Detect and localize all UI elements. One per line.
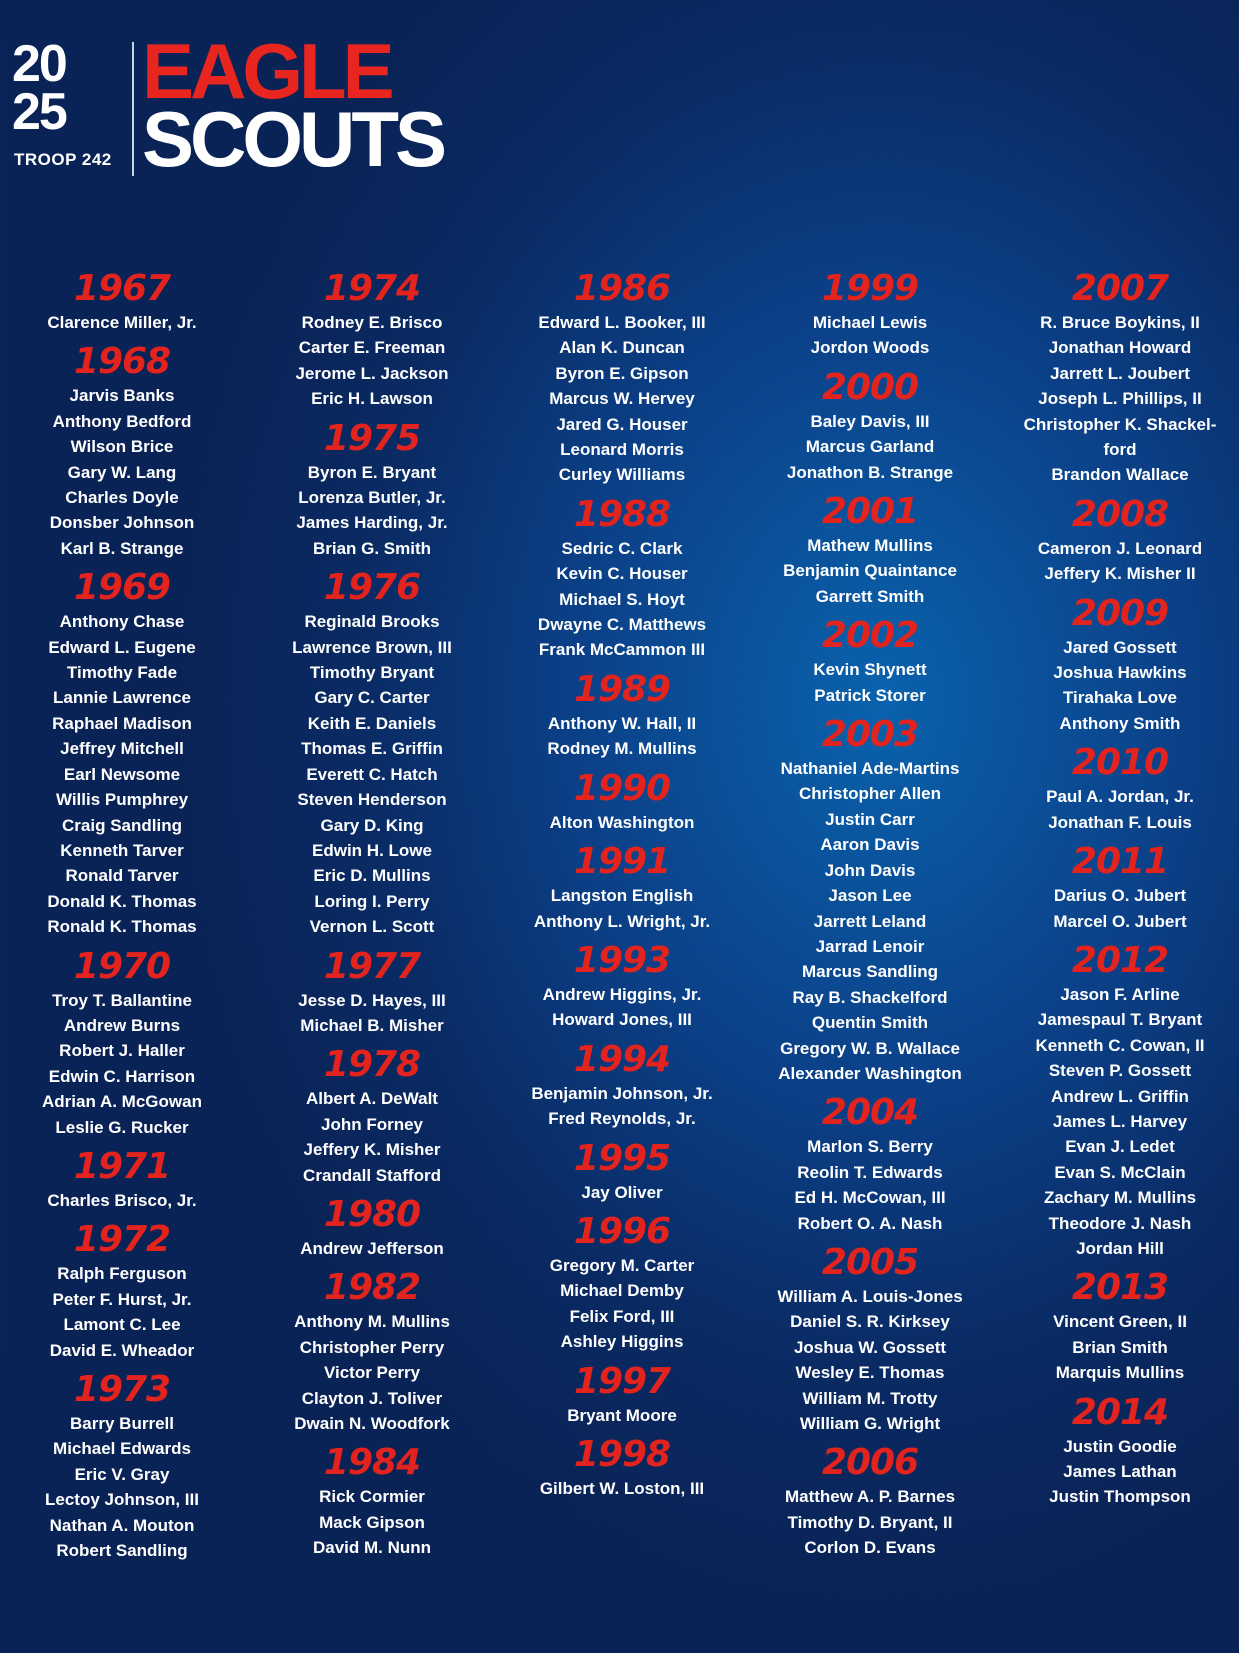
year-bottom: 25 — [12, 83, 66, 141]
scout-name: Jonathon B. Strange — [786, 462, 954, 482]
scout-name: Eric D. Mullins — [313, 866, 431, 886]
year-heading: 1998 — [573, 1433, 671, 1475]
scout-name: Andrew Higgins, Jr. — [542, 984, 702, 1004]
scout-name: David E. Wheador — [49, 1340, 195, 1360]
scout-name: Andrew Burns — [63, 1015, 181, 1035]
year-group — [252, 946, 492, 1039]
scout-name: Mathew Mullins — [807, 536, 933, 556]
scout-name: William A. Louis-Jones — [777, 1286, 963, 1306]
year-heading: 2004 — [821, 1092, 919, 1134]
year-heading: 2009 — [1071, 592, 1169, 634]
scout-name: Troy T. Ballantine — [52, 990, 192, 1010]
scout-name: Barry Burrell — [70, 1414, 174, 1433]
scout-name: Anthony W. Hall, II — [547, 713, 697, 733]
scout-name: William G. Wright — [799, 1414, 941, 1433]
scout-name: Clayton J. Toliver — [301, 1388, 443, 1408]
year-heading: 1980 — [323, 1193, 421, 1235]
year-heading: 1984 — [323, 1442, 421, 1484]
scout-name: Kenneth Tarver — [60, 840, 184, 860]
year-group — [2, 567, 242, 939]
year-heading: 1996 — [573, 1210, 671, 1252]
scout-name: James L. Harvey — [1052, 1111, 1188, 1131]
scout-name: Robert Sandling — [56, 1541, 188, 1561]
year-group — [1000, 742, 1239, 835]
scout-name: Marcus Sandling — [801, 962, 939, 982]
scout-name: Rick Cormier — [319, 1487, 425, 1507]
scout-name: Jason F. Arline — [1060, 984, 1180, 1004]
year-heading: 1977 — [323, 945, 421, 987]
scout-name: Gary W. Lang — [67, 462, 177, 482]
scout-name: Matthew A. P. Barnes — [784, 1487, 956, 1507]
scout-name: Loring I. Perry — [314, 891, 430, 911]
scout-name: Thomas E. Griffin — [301, 739, 443, 759]
scout-name: Rodney M. Mullins — [547, 739, 697, 759]
scout-name: Marlon S. Berry — [807, 1137, 933, 1157]
year-heading: 2001 — [821, 491, 919, 533]
scout-name: Evan S. McClain — [1054, 1162, 1186, 1182]
scout-name: Jeffrey Mitchell — [60, 739, 184, 759]
scout-name: Gregory M. Carter — [549, 1255, 695, 1275]
scout-name: Edwin H. Lowe — [312, 840, 432, 860]
year-heading: 2005 — [821, 1241, 919, 1283]
scout-name: R. Bruce Boykins, II — [1040, 313, 1200, 332]
scout-name: Theodore J. Nash — [1048, 1213, 1192, 1233]
scout-name: Marcel O. Jubert — [1053, 911, 1187, 931]
scout-name: Willis Pumphrey — [55, 790, 189, 810]
roster-column — [2, 268, 242, 1563]
scout-name: Peter F. Hurst, Jr. — [52, 1289, 192, 1309]
scout-name: Benjamin Quaintance — [783, 561, 957, 581]
year-group — [750, 1442, 990, 1560]
scout-name: Quentin Smith — [811, 1013, 929, 1033]
scout-name: Langston English — [550, 886, 694, 906]
year-group — [2, 1146, 242, 1213]
year-heading: 1986 — [573, 268, 671, 309]
year-group — [750, 491, 990, 609]
scout-name: Jonathan Howard — [1048, 338, 1192, 358]
year-heading: 1970 — [73, 945, 171, 987]
scout-name: Jeffery K. Misher — [303, 1140, 441, 1160]
year-heading: 1972 — [73, 1219, 171, 1261]
scout-name: Evan J. Ledet — [1065, 1137, 1175, 1157]
year-heading: 1995 — [573, 1137, 671, 1179]
scout-name: Donald K. Thomas — [47, 891, 197, 911]
scout-name: Edwin C. Harrison — [48, 1066, 196, 1086]
year-heading: 1991 — [573, 841, 671, 883]
year-group — [502, 1434, 742, 1501]
scout-name: Joshua W. Gossett — [793, 1337, 947, 1357]
scout-name: Brian Smith — [1072, 1337, 1168, 1357]
year-heading: 2013 — [1071, 1267, 1169, 1309]
scout-name: Eric V. Gray — [74, 1464, 170, 1484]
scout-name: Corlon D. Evans — [804, 1538, 936, 1558]
scout-name: Edward L. Booker, III — [538, 313, 706, 332]
scout-name: Brian G. Smith — [312, 538, 432, 558]
scout-name: Ed H. McCowan, III — [794, 1188, 946, 1208]
scout-name: Rodney E. Brisco — [301, 313, 443, 332]
scout-name: Karl B. Strange — [60, 538, 184, 558]
scout-name: Gary D. King — [320, 815, 424, 835]
scout-name: Reolin T. Edwards — [797, 1162, 943, 1182]
year-group — [252, 268, 492, 412]
scout-name: Curley Williams — [558, 465, 686, 485]
scout-name: Jarrett L. Joubert — [1050, 363, 1190, 383]
scout-name: Paul A. Jordan, Jr. — [1046, 787, 1194, 807]
scout-name: Jarvis Banks — [69, 386, 175, 406]
scout-name: Fred Reynolds, Jr. — [548, 1109, 696, 1129]
year-group — [502, 1211, 742, 1355]
scout-name: Sedric C. Clark — [561, 538, 683, 558]
scout-name: Marcus Garland — [805, 437, 935, 457]
year-group — [502, 841, 742, 934]
title-scouts: SCOUTS — [142, 95, 444, 183]
scout-name: Tirahaka Love — [1062, 688, 1178, 708]
year-mark — [12, 35, 124, 141]
scout-name: Carter E. Freeman — [298, 338, 446, 358]
year-heading: 1997 — [573, 1360, 671, 1402]
year-heading: 1971 — [73, 1145, 171, 1187]
year-heading: 1974 — [323, 268, 421, 309]
year-heading: 1982 — [323, 1267, 421, 1309]
year-group — [1000, 268, 1239, 488]
scout-name: Robert O. A. Nash — [797, 1213, 943, 1233]
scout-name: Gilbert W. Loston, III — [539, 1478, 705, 1498]
scout-name: Anthony Chase — [59, 612, 185, 632]
year-group — [252, 1194, 492, 1261]
scout-name: Everett C. Hatch — [306, 764, 438, 784]
scout-name: Justin Carr — [825, 809, 915, 829]
scout-name: John Forney — [320, 1114, 423, 1134]
scout-name: Clarence Miller, Jr. — [47, 313, 197, 332]
year-group — [2, 341, 242, 561]
year-group — [502, 268, 742, 488]
year-group — [502, 1039, 742, 1132]
year-heading: 2006 — [821, 1442, 919, 1484]
scout-name: Brandon Wallace — [1051, 465, 1189, 485]
scout-name: Vincent Green, II — [1053, 1312, 1187, 1332]
scout-name: Ralph Ferguson — [57, 1264, 187, 1284]
year-group — [750, 714, 990, 1086]
scout-name: Marcus W. Hervey — [549, 389, 695, 409]
scout-name: Vernon L. Scott — [309, 917, 435, 937]
scout-name: Justin Goodie — [1063, 1436, 1177, 1456]
year-heading: 2012 — [1071, 939, 1169, 981]
year-group — [1000, 1267, 1239, 1385]
scout-name: Zachary M. Mullins — [1043, 1188, 1197, 1208]
scout-name: Victor Perry — [323, 1363, 421, 1383]
scout-name: Jared G. Houser — [556, 414, 688, 434]
scout-name: Timothy Fade — [66, 663, 178, 683]
scout-name: Dwain N. Woodfork — [294, 1414, 450, 1433]
year-group — [1000, 494, 1239, 587]
scout-name: Jeffery K. Misher II — [1044, 564, 1196, 584]
year-group — [2, 268, 242, 335]
scout-name: Albert A. DeWalt — [306, 1089, 438, 1109]
year-heading: 2003 — [821, 714, 919, 756]
scout-name: Jonathan F. Louis — [1048, 812, 1192, 832]
scout-name: Jay Oliver — [581, 1182, 663, 1202]
scout-name: Ronald Tarver — [65, 866, 179, 886]
scout-name: Eric H. Lawson — [311, 389, 433, 409]
scout-name: Jarrad Lenoir — [815, 936, 925, 956]
scout-name: Adrian A. McGowan — [42, 1092, 202, 1112]
year-group — [1000, 593, 1239, 737]
scout-name: Anthony Smith — [1059, 713, 1181, 733]
year-heading: 2011 — [1071, 841, 1169, 883]
year-top: 20 — [12, 35, 66, 93]
scout-name: Earl Newsome — [63, 764, 181, 784]
scout-name: Raphael Madison — [52, 713, 192, 733]
year-group — [750, 367, 990, 485]
year-heading: 1994 — [573, 1038, 671, 1080]
scout-name: Leonard Morris — [560, 440, 684, 460]
scout-name: Charles Doyle — [65, 488, 179, 508]
year-group — [502, 669, 742, 762]
year-group — [1000, 1392, 1239, 1510]
year-heading: 2000 — [821, 366, 919, 408]
scout-name: Kenneth C. Cowan, II — [1035, 1035, 1205, 1055]
scout-name: Jason Lee — [828, 886, 912, 906]
scout-name: Benjamin Johnson, Jr. — [531, 1083, 713, 1103]
scout-name: Jordan Hill — [1076, 1238, 1164, 1258]
scout-name: Mack Gipson — [319, 1512, 425, 1532]
year-heading: 1988 — [573, 493, 671, 535]
year-group — [252, 418, 492, 562]
scout-name: Timothy D. Bryant, II — [787, 1512, 953, 1532]
year-heading: 1990 — [573, 767, 671, 809]
scout-name: Justin Thompson — [1049, 1487, 1191, 1507]
scout-name: Charles Brisco, Jr. — [47, 1190, 197, 1210]
scout-name: Kevin C. Houser — [556, 564, 688, 584]
scout-name: Cameron J. Leonard — [1037, 538, 1203, 558]
scout-name: Ronald K. Thomas — [47, 917, 197, 937]
scout-name: Byron E. Gipson — [555, 363, 689, 383]
year-group — [502, 1138, 742, 1205]
year-heading: 2002 — [821, 615, 919, 657]
year-heading: 1968 — [73, 341, 171, 383]
scout-name: Nathaniel Ade-Martins — [780, 759, 960, 779]
year-group — [1000, 841, 1239, 934]
year-heading: 2007 — [1071, 268, 1169, 309]
year-heading: 2010 — [1071, 742, 1169, 784]
year-group — [2, 1369, 242, 1563]
year-heading: 1993 — [573, 939, 671, 981]
scout-name: Anthony Bedford — [52, 411, 192, 431]
scout-name: Felix Ford, III — [569, 1306, 675, 1326]
year-group — [502, 494, 742, 663]
year-heading: 2014 — [1071, 1391, 1169, 1433]
roster-column — [252, 268, 492, 1561]
year-group — [2, 1219, 242, 1363]
scout-name: Aaron Davis — [820, 835, 920, 855]
year-heading: 2008 — [1071, 493, 1169, 535]
scout-name: Craig Sandling — [62, 815, 182, 835]
scout-name: Nathan A. Mouton — [49, 1515, 195, 1535]
scout-name: Alan K. Duncan — [559, 338, 685, 358]
scout-name: Christopher Allen — [799, 784, 941, 804]
scout-name: Baley Davis, III — [810, 411, 930, 431]
scout-name: Michael B. Misher — [300, 1015, 444, 1035]
troop-label: TROOP 242 — [14, 150, 112, 169]
scout-name: James Harding, Jr. — [296, 513, 448, 533]
scout-name: Timothy Bryant — [309, 663, 435, 683]
scout-name: Alexander Washington — [778, 1063, 962, 1083]
scout-name: Leslie G. Rucker — [55, 1117, 189, 1137]
scout-name: Lannie Lawrence — [53, 688, 191, 708]
scout-name: Edward L. Eugene — [48, 637, 196, 657]
scout-name: James Lathan — [1063, 1462, 1177, 1481]
scout-name: Byron E. Bryant — [307, 462, 437, 482]
scout-name: Lorenza Butler, Jr. — [298, 488, 446, 508]
scout-name: Andrew Jefferson — [300, 1238, 444, 1258]
scout-name: Patrick Storer — [814, 685, 926, 705]
scout-name: Steven Henderson — [297, 790, 447, 810]
scout-name: Garrett Smith — [815, 586, 925, 606]
year-group — [750, 615, 990, 708]
scout-name: Bryant Moore — [567, 1405, 677, 1425]
scout-name: Alton Washington — [549, 812, 695, 832]
year-heading: 1978 — [323, 1044, 421, 1086]
scout-name: John Davis — [824, 860, 916, 880]
year-group — [750, 1242, 990, 1436]
scout-name: Jerome L. Jackson — [295, 363, 449, 383]
scout-name: Anthony M. Mullins — [294, 1312, 450, 1332]
scout-name: Howard Jones, III — [552, 1010, 692, 1030]
year-heading: 1975 — [323, 417, 421, 459]
year-group — [1000, 940, 1239, 1261]
scout-name: ford — [1103, 440, 1137, 460]
scout-name: Darius O. Jubert — [1053, 886, 1187, 906]
scout-name: Lawrence Brown, III — [292, 637, 452, 657]
scout-name: Joseph L. Phillips, II — [1038, 389, 1202, 409]
scout-name: Michael Edwards — [53, 1439, 191, 1459]
scout-name: Joshua Hawkins — [1053, 663, 1187, 683]
year-group — [252, 567, 492, 939]
scout-name: Anthony L. Wright, Jr. — [533, 911, 711, 931]
scout-name: Frank McCammon III — [538, 640, 706, 660]
scout-name: Michael Demby — [560, 1281, 684, 1301]
scout-name: Crandall Stafford — [303, 1165, 441, 1185]
scout-name: Ray B. Shackelford — [792, 987, 948, 1007]
scout-name: Jared Gossett — [1063, 637, 1177, 657]
roster-column — [502, 268, 742, 1501]
scout-name: Gary C. Carter — [314, 688, 430, 708]
scout-name: Wesley E. Thomas — [795, 1363, 945, 1383]
year-group — [252, 1044, 492, 1188]
scout-name: Lectoy Johnson, III — [45, 1490, 199, 1510]
scout-name: Wilson Brice — [70, 437, 174, 457]
scout-name: Keith E. Daniels — [307, 713, 437, 733]
scout-name: Jordon Woods — [810, 338, 930, 358]
scout-name: Andrew L. Griffin — [1051, 1086, 1189, 1106]
year-group — [502, 768, 742, 835]
scout-name: Jesse D. Hayes, III — [298, 990, 446, 1010]
scout-name: Jarrett Leland — [813, 911, 927, 931]
scout-name: Kevin Shynett — [813, 660, 927, 680]
year-group — [502, 940, 742, 1033]
year-group — [252, 1442, 492, 1560]
year-group — [750, 268, 990, 361]
scout-name: Donsber Johnson — [49, 513, 195, 533]
year-heading: 1976 — [323, 567, 421, 609]
year-group — [252, 1267, 492, 1436]
year-heading: 1989 — [573, 668, 671, 710]
scout-name: Michael S. Hoyt — [559, 589, 685, 609]
scout-name: Christopher K. Shackel- — [1023, 414, 1217, 434]
scout-name: Steven P. Gossett — [1048, 1061, 1192, 1081]
scout-name: Reginald Brooks — [304, 612, 440, 632]
year-group — [2, 946, 242, 1140]
scout-name: David M. Nunn — [312, 1538, 432, 1558]
scout-name: Christopher Perry — [299, 1337, 445, 1357]
scout-name: Robert J. Haller — [59, 1041, 185, 1061]
header-divider — [132, 42, 134, 176]
scout-name: Gregory W. B. Wallace — [780, 1038, 960, 1058]
scout-name: Ashley Higgins — [560, 1332, 684, 1352]
scout-name: Daniel S. R. Kirksey — [790, 1312, 950, 1332]
year-group — [502, 1361, 742, 1428]
scout-name: Michael Lewis — [812, 313, 928, 332]
year-group — [750, 1092, 990, 1236]
roster-column — [1000, 268, 1239, 1510]
scout-name: Jamespaul T. Bryant — [1037, 1010, 1203, 1030]
scout-name: William M. Trotty — [802, 1388, 938, 1408]
scout-name: Lamont C. Lee — [63, 1315, 181, 1335]
roster-column — [750, 268, 990, 1561]
title-eagle: EAGLE — [142, 27, 391, 115]
scout-name: Dwayne C. Matthews — [537, 615, 707, 635]
year-heading: 1969 — [73, 567, 171, 609]
year-heading: 1999 — [821, 268, 919, 309]
year-heading: 1973 — [73, 1369, 171, 1410]
scout-name: Marquis Mullins — [1055, 1363, 1185, 1383]
year-heading: 1967 — [73, 268, 171, 309]
